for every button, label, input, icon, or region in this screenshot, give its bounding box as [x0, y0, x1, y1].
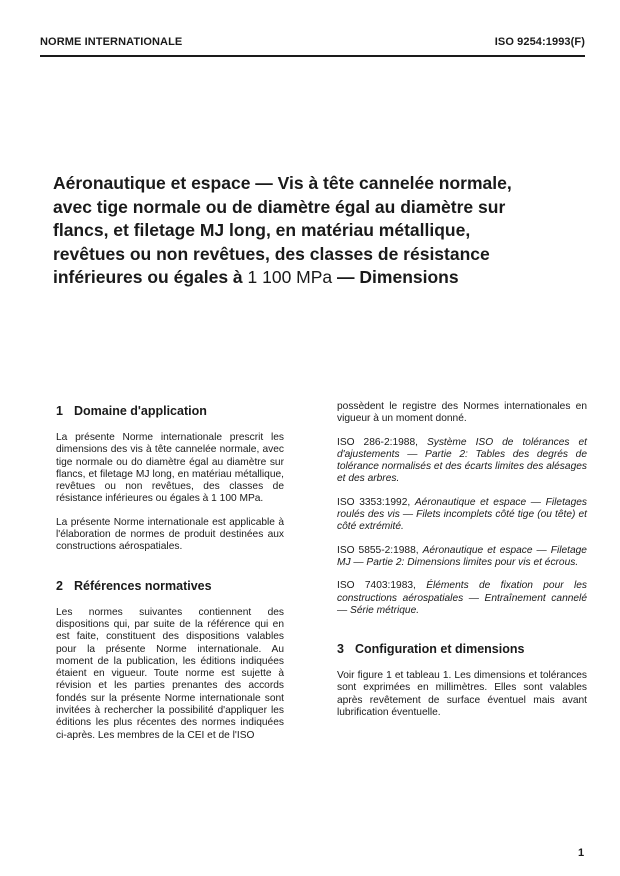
header-standard-number: ISO 9254:1993(F)	[494, 36, 585, 48]
title-strength-value: 1 100 MPa	[247, 267, 333, 287]
section-2-number: 2	[56, 578, 63, 593]
section-2-paragraph-1-continued: possèdent le registre des Normes internationales en vigueur à un moment donné.	[337, 401, 587, 425]
header-rule	[40, 55, 585, 57]
section-1-heading	[56, 404, 284, 418]
title-line-5-end: — Dimensions	[332, 267, 459, 287]
left-column	[56, 404, 284, 753]
reference-iso-7403	[337, 580, 587, 617]
section-2-paragraph-1: Les normes suivantes contiennent des dispositions qui, par suite de la référence qui en est faite, constituent des dispositions valables pour la présente Norme internationale. Au moment de la publication, les éditions indiquées étaient en vigueur. Toute norme est sujette à révision et les parties prenantes des accords fondés sur la présente Norme internationale sont invitées à rechercher la possibilité d'appliquer les éditions les plus récentes des normes indiquées ci-après. Les membres de la CEI et de l'ISO	[56, 606, 284, 741]
title-line-5-start: inférieures ou égales à	[53, 267, 248, 287]
right-column	[337, 401, 587, 730]
reference-1-title: Système ISO de tolérances et d'ajustements — Partie 2: Tables des degrés de tolérance normalisés et des écarts limites des alésages et des arbres.	[337, 436, 587, 485]
section-2-title: Références normatives	[74, 578, 212, 593]
section-3-heading	[337, 642, 587, 656]
section-1-title: Domaine d'application	[74, 404, 207, 418]
section-spacer	[337, 628, 587, 642]
document-title	[53, 172, 573, 290]
reference-2-title: Aéronautique et espace — Filetages roulés des vis — Filets incomplets côté tige (ou tête) et côté extrémité.	[337, 496, 587, 533]
reference-iso-286-2	[337, 437, 587, 486]
title-line-1: Aéronautique et espace — Vis à tête cannelée normale,	[53, 173, 512, 193]
reference-3-title: Aéronautique et espace — Filetage MJ — Partie 2: Dimensions limites pour vis et écrous.	[337, 544, 587, 568]
section-1-number: 1	[56, 404, 63, 418]
section-1-paragraph-1: La présente Norme internationale prescrit les dimensions des vis à tête cannelée normale, avec tige normale ou do diamètre égal au diamètre sur flancs, et filetage MJ long, en matériau métallique, revêtues ou non revêtues, des classes de résistance inférieures ou égales à 1 100 MPa.	[56, 432, 284, 505]
reference-1-code: ISO 286-2:1988,	[337, 436, 418, 448]
reference-2-code: ISO 3353:1992,	[337, 496, 411, 508]
reference-4-title: Éléments de fixation pour les constructions aérospatiales — Entraînement cannelé — Série métrique.	[337, 580, 587, 616]
title-line-2: avec tige normale ou de diamètre égal au diamètre sur	[53, 196, 506, 217]
reference-iso-3353	[337, 497, 587, 534]
header-standard-type: NORME INTERNATIONALE	[40, 36, 183, 48]
title-line-5	[53, 266, 573, 290]
section-3-paragraph-1: Voir figure 1 et tableau 1. Les dimensions et tolérances sont exprimées en millimètres. Elles sont valables après revêtement de surface éventuel mais avant lubrification éventuelle.	[337, 670, 587, 719]
reference-iso-5855-2	[337, 545, 587, 570]
reference-3-code: ISO 5855-2:1988,	[337, 544, 419, 556]
title-line-4: revêtues ou non revêtues, des classes de résistance	[53, 243, 490, 264]
title-line-3: flancs, et filetage MJ long, en matériau métallique,	[53, 220, 471, 240]
section-2-heading	[56, 579, 284, 593]
reference-4-code: ISO 7403:1983,	[337, 580, 416, 592]
running-header	[40, 36, 585, 54]
page-number: 1	[578, 847, 585, 859]
section-1-paragraph-2: La présente Norme internationale est applicable à l'élaboration de normes de produit destinées aux constructions aérospatiales.	[56, 516, 284, 553]
section-3-title: Configuration et dimensions	[355, 642, 525, 657]
section-spacer	[56, 565, 284, 579]
section-3-number: 3	[337, 642, 344, 657]
